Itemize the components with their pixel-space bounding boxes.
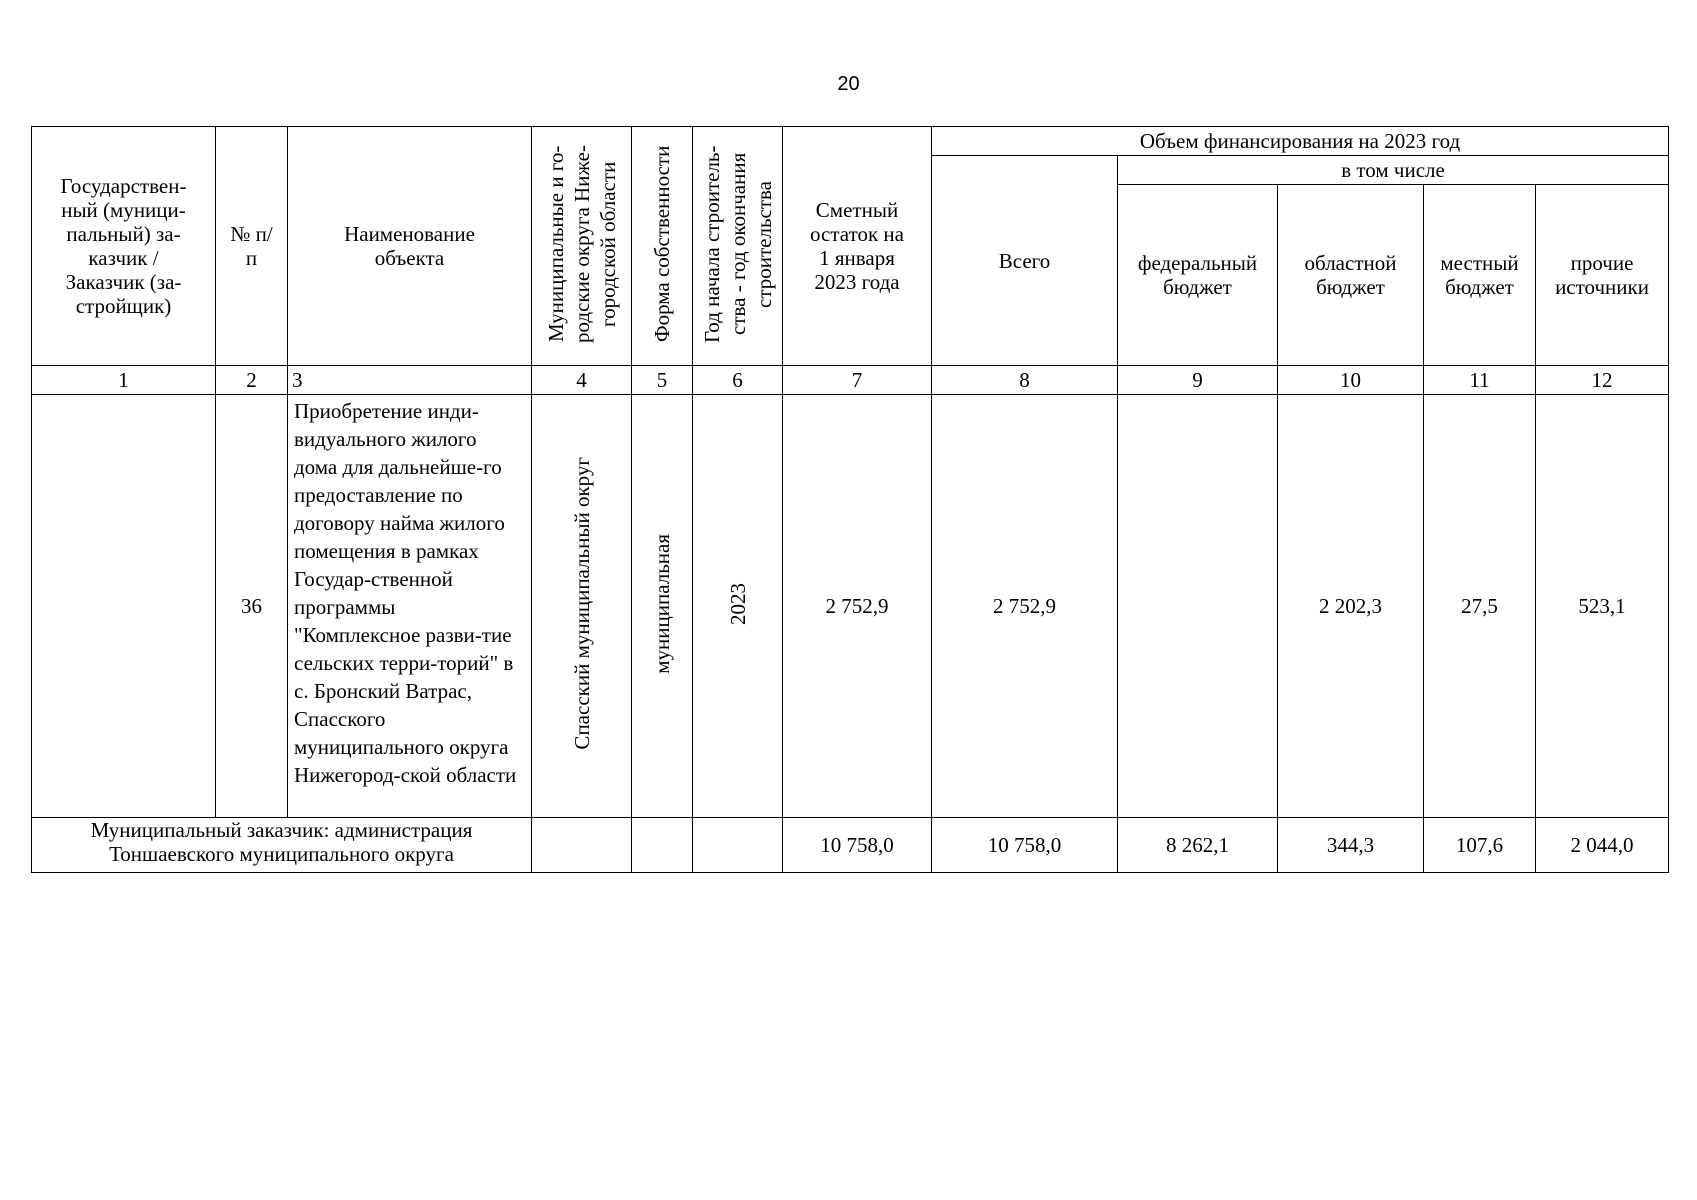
row-object-name: Приобретение инди-видуального жилого дома для дальнейше-го предоставление по договору найма жилого помещения в рамках Государ-ственной программы "Комплексное разви-тие сельских терри-торий" в с. Бронский Ватрас, Спасского муниципального округа Нижегород-ской области — [288, 395, 532, 818]
total-empty-years — [693, 818, 783, 873]
total-local: 107,6 — [1424, 818, 1536, 873]
header-ownership — [632, 127, 693, 366]
header-regional: областной бюджет — [1278, 185, 1424, 366]
financing-table — [31, 126, 1669, 873]
total-federal: 8 262,1 — [1118, 818, 1278, 873]
row-years-text: 2023 — [725, 582, 750, 625]
header-customer: Государствен-ный (муници-пальный) за-казчик / Заказчик (за-стройщик) — [32, 127, 216, 366]
header-object-name: Наименование объекта — [288, 127, 532, 366]
column-number: 11 — [1424, 366, 1536, 395]
header-remaining: Сметный остаток на 1 января 2023 года — [783, 127, 932, 366]
column-number: 2 — [216, 366, 288, 395]
column-number: 12 — [1536, 366, 1669, 395]
row-municipality-text: Спасский муниципальный округ — [569, 457, 594, 750]
header-row-1 — [32, 127, 1669, 156]
header-years-text: Год начала строитель-ства - год окончания строительства — [699, 144, 776, 343]
column-number: 8 — [932, 366, 1118, 395]
column-number: 7 — [783, 366, 932, 395]
row-number: 36 — [216, 395, 288, 818]
total-row — [32, 818, 1669, 873]
table-row — [32, 395, 1669, 818]
column-number: 6 — [693, 366, 783, 395]
row-federal — [1118, 395, 1278, 818]
row-ownership — [632, 395, 693, 818]
row-remaining: 2 752,9 — [783, 395, 932, 818]
row-customer — [32, 395, 216, 818]
row-municipality — [532, 395, 632, 818]
total-other: 2 044,0 — [1536, 818, 1669, 873]
row-ownership-text: муниципальная — [650, 533, 674, 674]
header-local: местный бюджет — [1424, 185, 1536, 366]
total-total: 10 758,0 — [932, 818, 1118, 873]
total-empty-municipality — [532, 818, 632, 873]
row-local: 27,5 — [1424, 395, 1536, 818]
column-number: 5 — [632, 366, 693, 395]
total-label: Муниципальный заказчик: администрация Тоншаевского муниципального округа — [32, 818, 532, 873]
column-number: 9 — [1118, 366, 1278, 395]
column-number: 4 — [532, 366, 632, 395]
column-number: 10 — [1278, 366, 1424, 395]
total-regional: 344,3 — [1278, 818, 1424, 873]
header-municipality — [532, 127, 632, 366]
total-empty-ownership — [632, 818, 693, 873]
row-years — [693, 395, 783, 818]
header-municipality-text: Муниципальные и го-родские округа Ниже-городской области — [543, 144, 620, 343]
header-ownership-text: Форма собственности — [650, 145, 674, 342]
header-including: в том числе — [1118, 156, 1669, 185]
column-number: 3 — [288, 366, 532, 395]
header-federal: федеральный бюджет — [1118, 185, 1278, 366]
column-number: 1 — [32, 366, 216, 395]
header-years — [693, 127, 783, 366]
row-other: 523,1 — [1536, 395, 1669, 818]
header-funding-title: Объем финансирования на 2023 год — [932, 127, 1669, 156]
page-number: 20 — [837, 73, 860, 95]
column-number-row — [32, 366, 1669, 395]
header-number: № п/п — [216, 127, 288, 366]
header-total: Всего — [932, 156, 1118, 366]
total-remaining: 10 758,0 — [783, 818, 932, 873]
row-regional: 2 202,3 — [1278, 395, 1424, 818]
row-total: 2 752,9 — [932, 395, 1118, 818]
header-other: прочие источники — [1536, 185, 1669, 366]
